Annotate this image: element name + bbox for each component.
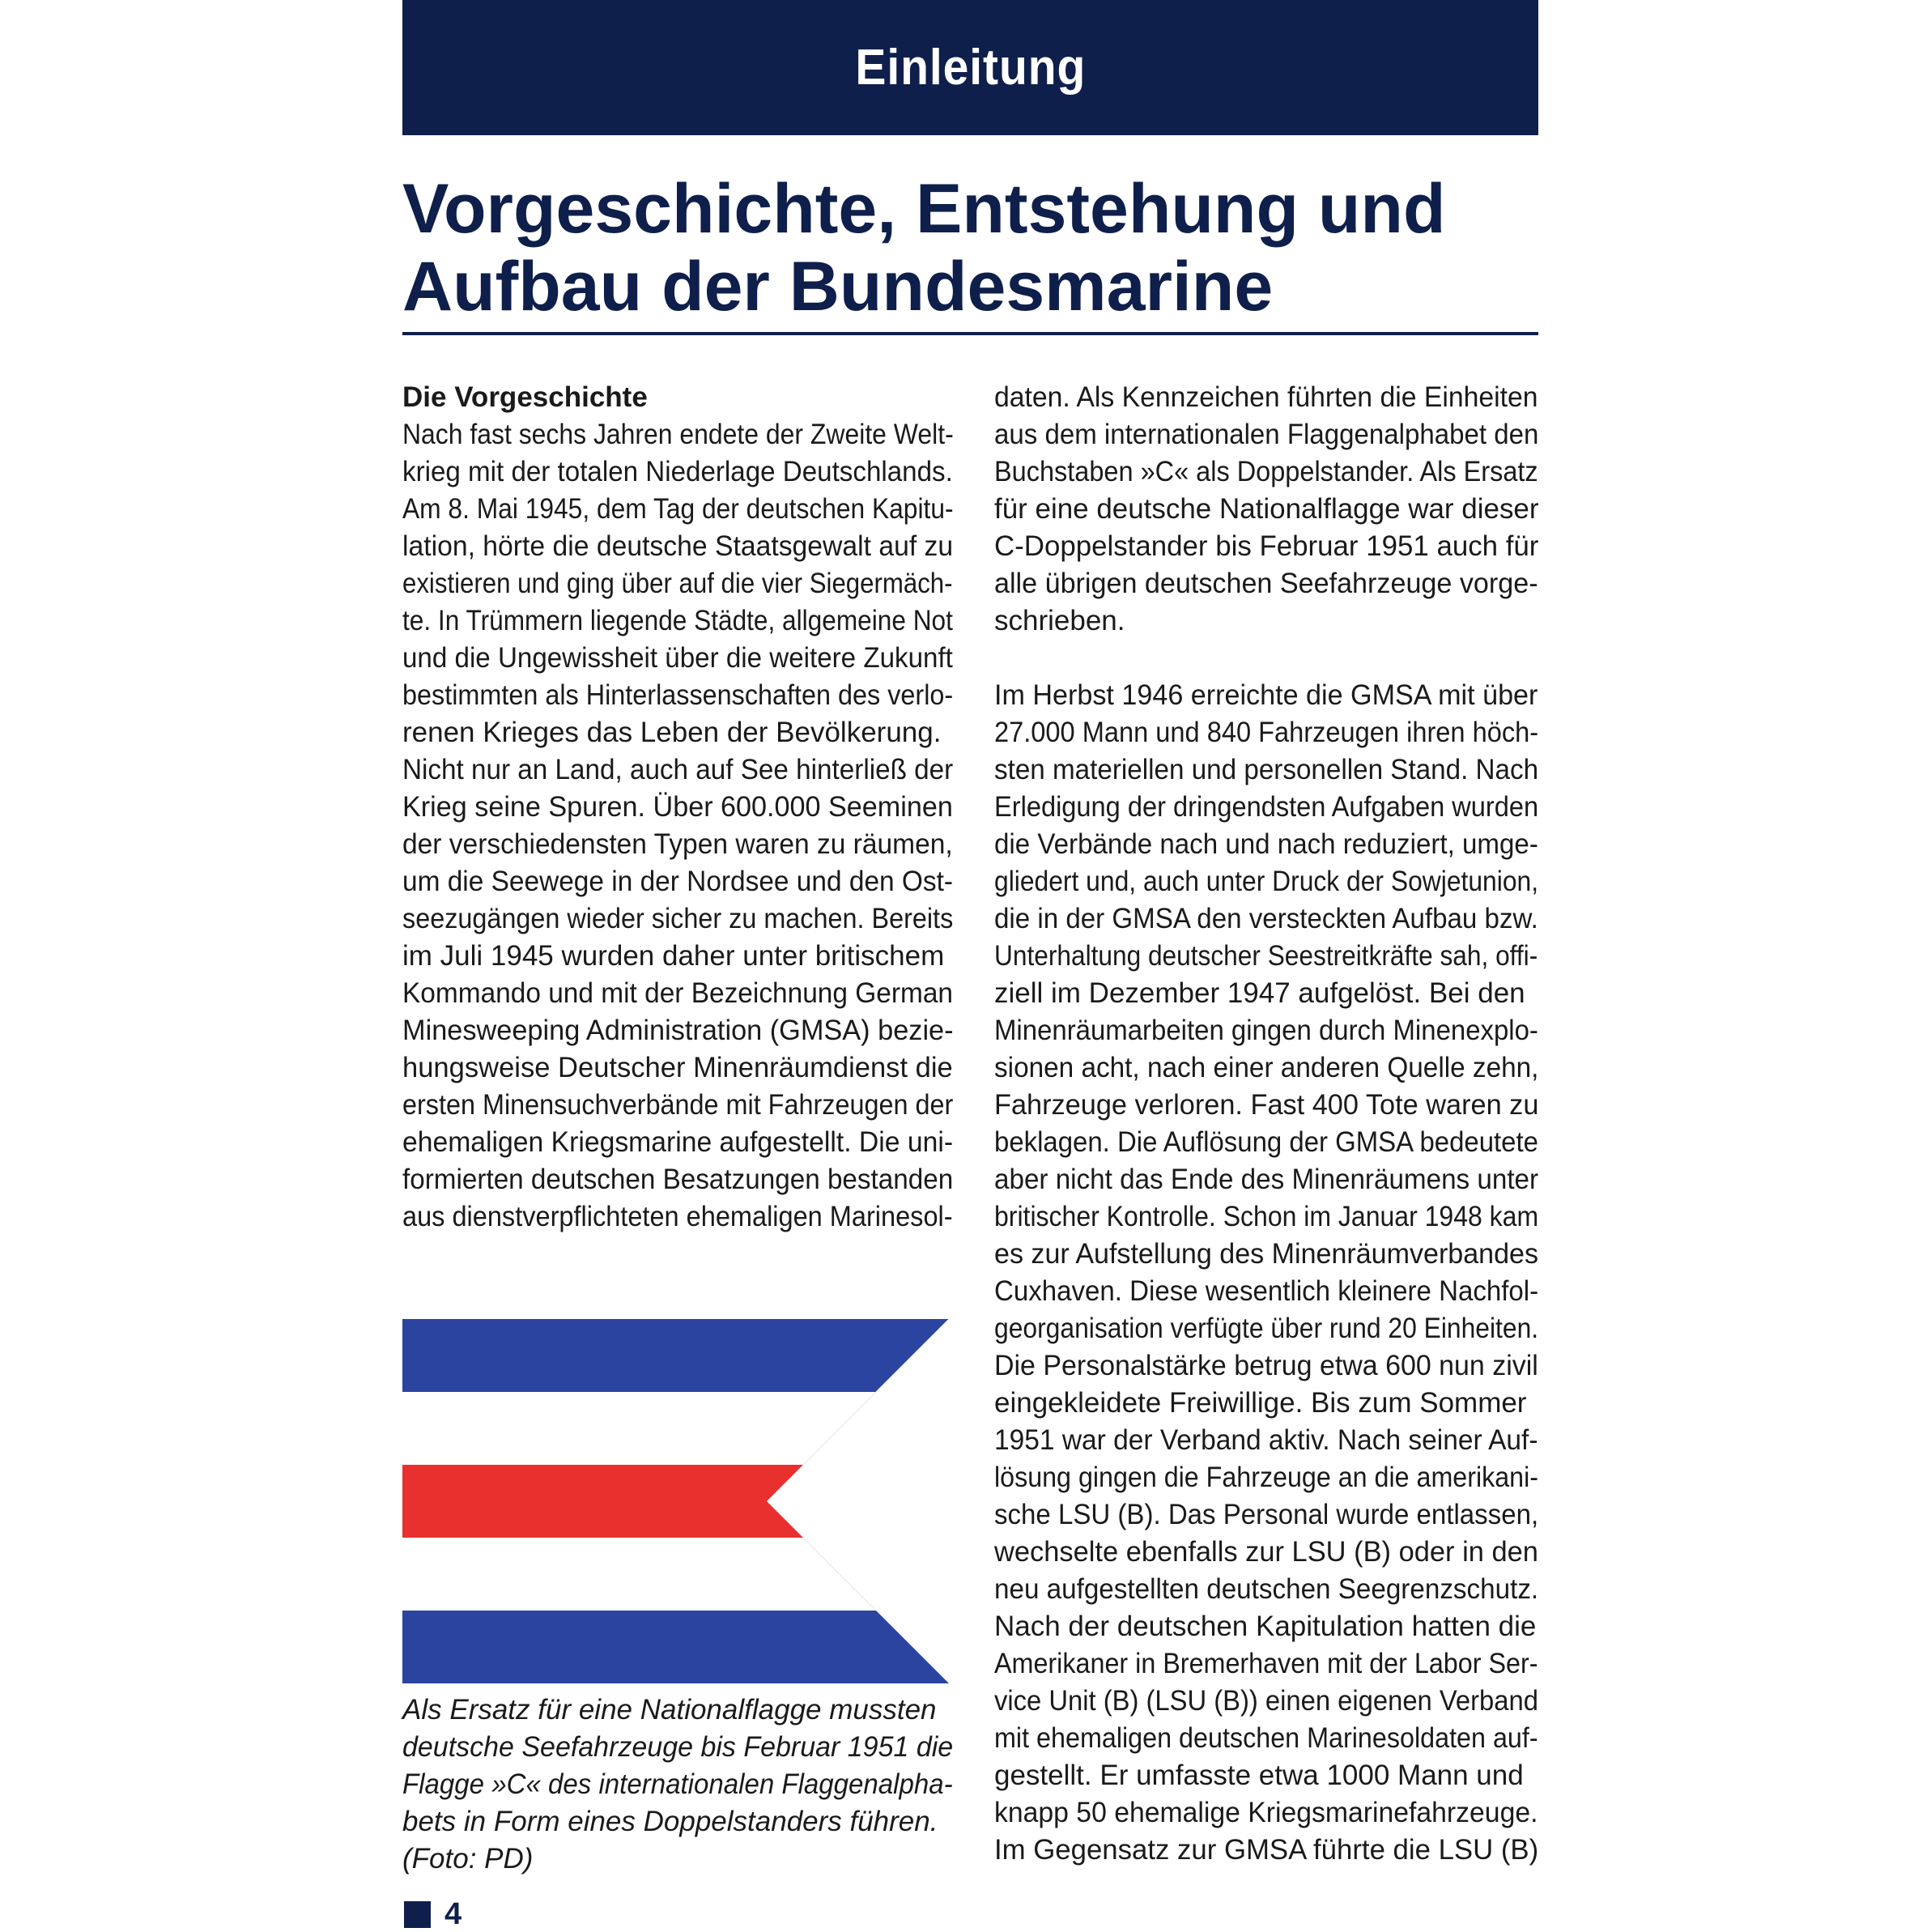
body-text-line: Amerikaner in Bremerhaven mit der Labor Ser- [994, 1648, 1538, 1679]
body-text-line: im Juli 1945 wurden daher unter britischem [402, 940, 945, 972]
body-text-line: formierten deutschen Besatzungen bestanden [402, 1164, 954, 1195]
flag-stripe-blue-bottom [402, 1611, 949, 1683]
caption-line: (Foto: PD) [402, 1843, 534, 1875]
left-column [402, 379, 953, 1236]
body-text-line: Nach fast sechs Jahren endete der Zweite Welt- [402, 419, 954, 450]
page-title-line: Aufbau der Bundesmarine [402, 248, 1274, 326]
body-text-line: eingekleidete Freiwillige. Bis zum Sommer [994, 1387, 1527, 1419]
body-text-line: krieg mit der totalen Niederlage Deutschlands. [402, 456, 953, 487]
body-text-line: ersten Minensuchverbände mit Fahrzeugen der [402, 1089, 954, 1121]
body-text-line: ehemaligen Kriegsmarine aufgestellt. Die uni- [402, 1126, 954, 1158]
body-text-line: Fahrzeuge verloren. Fast 400 Tote waren zu [994, 1089, 1539, 1121]
body-text-line: te. In Trümmern liegende Städte, allgemeine Not [402, 605, 953, 636]
body-text-line: beklagen. Die Auflösung der GMSA bedeutete [994, 1126, 1538, 1158]
body-text-line: aber nicht das Ende des Minenräumens unter [994, 1164, 1539, 1195]
body-text-line: Unterhaltung deutscher Seestreitkräfte sah, offi- [994, 940, 1538, 972]
body-text-line: lösung gingen die Fahrzeuge an die amerikani- [994, 1462, 1538, 1493]
body-text-line: existieren und ging über auf die vier Siegermäch- [402, 568, 953, 599]
page-title-line: Vorgeschichte, Entstehung und [402, 170, 1446, 248]
body-text-line: Krieg seine Spuren. Über 600.000 Seeminen [402, 791, 953, 823]
body-text-line: Kommando und mit der Bezeichnung German [402, 977, 954, 1009]
subheading: Die Vorgeschichte [402, 381, 648, 413]
body-text-line: wechselte ebenfalls zur LSU (B) oder in den [994, 1536, 1538, 1568]
body-text-line: Im Herbst 1946 erreichte die GMSA mit über [994, 679, 1538, 711]
body-text-line: gliedert und, auch unter Druck der Sowjetunion, [994, 866, 1539, 897]
page-number: 4 [444, 1897, 462, 1931]
body-text-line: der verschiedensten Typen waren zu räumen, [402, 828, 953, 860]
page-marker-square [404, 1901, 431, 1928]
body-text-line: lation, hörte die deutsche Staatsgewalt auf zu [402, 530, 954, 562]
body-text-line: und die Ungewissheit über die weitere Zukunft [402, 642, 953, 674]
body-text-line: Nach der deutschen Kapitulation hatten die [994, 1611, 1537, 1642]
flag-c-double-pennant-image [402, 1319, 949, 1683]
caption-line: Als Ersatz für eine Nationalflagge mussten [402, 1694, 937, 1726]
body-text-line: daten. Als Kennzeichen führten die Einheiten [994, 381, 1538, 413]
body-text-line: sche LSU (B). Das Personal wurde entlassen, [994, 1499, 1539, 1530]
body-text-line: mit ehemaligen deutschen Marinesoldaten auf- [994, 1722, 1538, 1754]
body-text-line: Buchstaben »C« als Doppelstander. Als Ersatz [994, 456, 1538, 487]
body-text-line: hungsweise Deutscher Minenräumdienst die [402, 1052, 953, 1083]
body-text-line: vice Unit (B) (LSU (B)) einen eigenen Verband [994, 1685, 1538, 1717]
body-text-line: für eine deutsche Nationalflagge war dieser [994, 493, 1539, 525]
body-text-line: aus dem internationalen Flaggenalphabet den [994, 419, 1539, 450]
paragraph-gap [994, 640, 1538, 677]
flag-stripe-blue-top [402, 1319, 949, 1392]
caption-line: deutsche Seefahrzeuge bis Februar 1951 die [402, 1731, 954, 1763]
flag-stripe-white-lower [402, 1538, 876, 1611]
body-text-line: Minenräumarbeiten gingen durch Minenexplo- [994, 1015, 1538, 1046]
body-text-line: Am 8. Mai 1945, dem Tag der deutschen Kapitu- [402, 493, 954, 525]
body-text-line: knapp 50 ehemalige Kriegsmarinefahrzeuge. [994, 1797, 1538, 1828]
body-text-line: aus dienstverpflichteten ehemaligen Marinesol- [402, 1201, 953, 1232]
body-text-line: gestellt. Er umfasste etwa 1000 Mann und [994, 1760, 1524, 1791]
body-text-line: Im Gegensatz zur GMSA führte die LSU (B) [994, 1834, 1539, 1866]
body-text-line: bestimmten als Hinterlassenschaften des verlo- [402, 679, 954, 711]
body-text-line: Erledigung der dringendsten Aufgaben wurden [994, 791, 1539, 823]
body-text-line: 1951 war der Verband aktiv. Nach seiner Auf- [994, 1424, 1538, 1456]
body-text-line: um die Seewege in der Nordsee und den Ost- [402, 866, 954, 897]
caption-line: Flagge »C« des internationalen Flaggenalpha- [402, 1768, 953, 1800]
body-text-line: C-Doppelstander bis Februar 1951 auch für [994, 530, 1539, 562]
flag-stripe-white-upper [402, 1392, 876, 1465]
body-text-line: 27.000 Mann und 840 Fahrzeugen ihren höch- [994, 717, 1539, 748]
body-text-line: georganisation verfügte über rund 20 Einheiten. [994, 1313, 1539, 1344]
body-text-line: Die Personalstärke betrug etwa 600 nun zivil [994, 1350, 1538, 1381]
body-text-line: die Verbände nach und nach reduziert, umge- [994, 828, 1538, 860]
body-text-line: schrieben. [994, 605, 1125, 636]
body-text-line: renen Krieges das Leben der Bevölkerung. [402, 717, 942, 748]
body-text-line: Nicht nur an Land, auch auf See hinterließ der [402, 754, 954, 785]
page-title [402, 170, 1538, 326]
body-text-line: neu aufgestellten deutschen Seegrenzschutz. [994, 1573, 1539, 1605]
section-banner-label: Einleitung [855, 40, 1086, 96]
right-column [994, 379, 1538, 1869]
body-text-line: britischer Kontrolle. Schon im Januar 1948 kam [994, 1201, 1539, 1232]
body-text-line: Cuxhaven. Diese wesentlich kleinere Nachfol- [994, 1275, 1539, 1307]
section-banner [402, 0, 1538, 135]
caption-line: bets in Form eines Doppelstanders führen. [402, 1806, 938, 1837]
body-text-line: alle übrigen deutschen Seefahrzeuge vorge- [994, 568, 1538, 599]
body-text-line: es zur Aufstellung des Minenräumverbandes [994, 1238, 1539, 1270]
title-divider [402, 332, 1538, 335]
body-text-line: sten materiellen und personellen Stand. Nach [994, 754, 1539, 785]
body-text-line: sionen acht, nach einer anderen Quelle zehn, [994, 1052, 1539, 1083]
body-text-line: die in der GMSA den versteckten Aufbau bzw. [994, 903, 1538, 934]
flag-stripe-red [402, 1465, 803, 1538]
body-text-line: Minesweeping Administration (GMSA) bezie- [402, 1015, 954, 1046]
body-text-line: seezugängen wieder sicher zu machen. Bereits [402, 903, 954, 934]
body-text-line: ziell im Dezember 1947 aufgelöst. Bei den [994, 977, 1525, 1009]
flag-caption [402, 1692, 953, 1878]
